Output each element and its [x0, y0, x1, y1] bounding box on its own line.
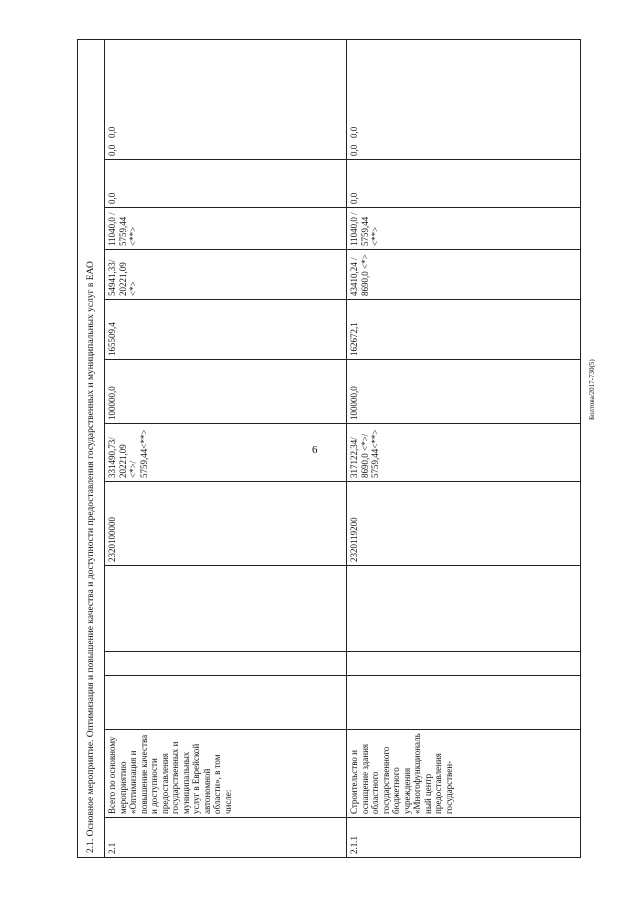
- row-name: Всего по основному мероприятию «Оптимизация и повышение качества и доступности предоставления государственных и муниципальных услуг в Еврейской автономной области», в том числе:: [105, 730, 347, 818]
- document-code: Болтова/2017-730(5): [588, 359, 596, 420]
- year-2-amount: 165509,4: [105, 300, 347, 360]
- budget-code: 2320119200: [347, 482, 581, 566]
- empty-cell: [347, 676, 581, 730]
- row-name: Строительство и оснащение здания областного государственного бюджетного учреждения «Многофункциональный центр предоставления государствен-: [347, 730, 581, 818]
- year-5-amount: 0,0: [105, 160, 347, 208]
- year-2-amount: 162672,1: [347, 300, 581, 360]
- budget-code: 2320100000: [105, 482, 347, 566]
- empty-cell: [105, 676, 347, 730]
- year-4-amount: 11040,0 / 5759,44 <**>: [347, 208, 581, 250]
- year-1-amount: 100000,0: [347, 360, 581, 424]
- year-5-amount: 0,0: [347, 160, 581, 208]
- empty-cell: [347, 566, 581, 652]
- empty-cell: [105, 652, 347, 676]
- table-row: [105, 39, 347, 857]
- total-amount: 317122,34/ 8690,0 <*>/ 5759,44<**>: [347, 424, 581, 482]
- year-6-value: 0,0: [107, 144, 117, 156]
- total-amount: 331490,73/ 20221,09 <*>/ 5759,44<**>: [105, 424, 347, 482]
- row-number: 2.1: [105, 818, 347, 858]
- year-4-amount: 11040,0 / 5759,44 <**>: [105, 208, 347, 250]
- year-3-amount: 54941,33/ 20221,09 <*>: [105, 250, 347, 300]
- table-row: [347, 39, 581, 857]
- year-6-amount: [105, 39, 347, 159]
- empty-cell: [347, 652, 581, 676]
- year-3-amount: 43410,24 / 8690,0 <*>: [347, 250, 581, 300]
- year-6-value: 0,0: [349, 144, 359, 156]
- year-6-amount: [347, 39, 581, 159]
- section-header: 2.1. Основное мероприятие. Оптимизация и повышение качества и доступности предоставления государственных и муниципальных услуг в ЕАО: [78, 39, 105, 857]
- budget-table: [77, 39, 581, 858]
- year-7-value: 0,0: [107, 126, 117, 138]
- year-7-value: 0,0: [349, 126, 359, 138]
- year-1-amount: 100000,0: [105, 360, 347, 424]
- rotated-table-wrapper: [77, 40, 581, 858]
- empty-cell: [105, 566, 347, 652]
- row-number: 2.1.1: [347, 818, 581, 858]
- page-number: 6: [312, 444, 318, 456]
